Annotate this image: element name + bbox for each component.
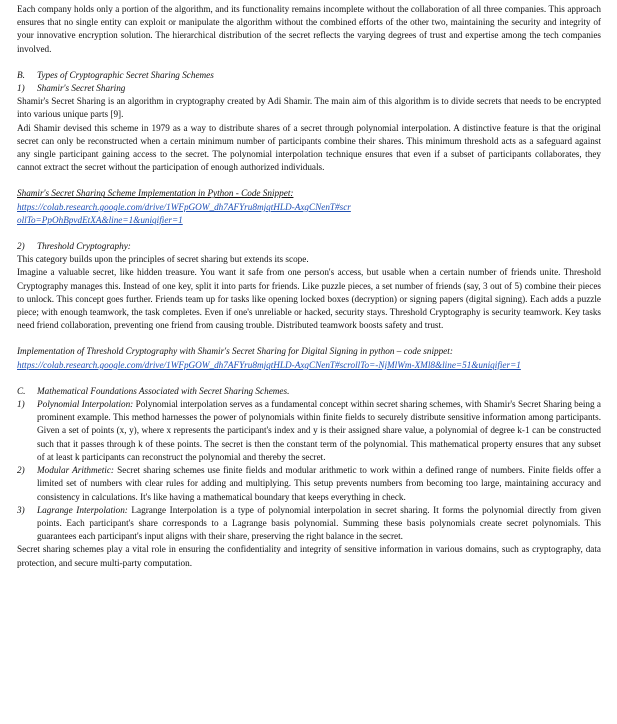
threshold-snippet-link[interactable]: https://colab.research.google.com/drive/1WFpGOW_dh7AFYru8mjqtHLD-AxgCNenT#scrollTo=-NjMlWm-XMl8&line=51&uniqifier=1 [17, 359, 521, 370]
list-text: Polynomial interpolation serves as a fundamental concept within secret sharing schemes, with Shamir's Secret Sharing being a prominent example. This method harnesses the power of polynomials within finite fields to securely distribute sensitive information among participants. Given a set of points (x, y), where x represents the participant's index and y is their assigned share value, a polynomial of degree k-1 can be constructed such that it passes through k of these points. The secret is then the constant term of the polynomial. This mathematical property ensures that any subset of at least k participants can reconstruct the polynomial and thereby the secret. [37, 399, 601, 462]
section-c-marker: C. [17, 385, 26, 396]
shamir-snippet-link[interactable]: https://colab.research.google.com/drive/1WFpGOW_dh7AFYru8mjqtHLD-AxgCNenT#scrollTo=PpOhBpvdEtXA&line=1&uniqifier=1 [17, 201, 351, 225]
section-c-title: Mathematical Foundations Associated with Secret Sharing Schemes. [37, 385, 290, 396]
closing-paragraph: Secret sharing schemes play a vital role in ensuring the confidentiality and integrity of sensitive information in various domains, such as cryptography, data protection, and secure multi-party computation. [17, 544, 601, 568]
section-b-title: Types of Cryptographic Secret Sharing Schemes [37, 69, 214, 80]
list-item [17, 504, 601, 544]
list-marker: 2) [17, 465, 25, 476]
shamir-paragraph-1: Shamir's Secret Sharing is an algorithm in cryptography created by Adi Shamir. The main aim of this algorithm is to divide secrets that needs to be encrypted into various unique parts [9]. [17, 96, 601, 120]
list-text: Secret sharing schemes use finite fields and modular arithmetic to work within a defined range of numbers. Finite fields offer a limited set of numbers with clear rules for adding and multiplying. This setup prevents numbers from becoming too large, maintaining accuracy and consistency in calculations. It's like having a mathematical boundary that keeps everything in check. [37, 465, 601, 502]
threshold-snippet-label: Implementation of Threshold Cryptography with Shamir's Secret Sharing for Digital Signing in python – code snippet: [17, 346, 453, 357]
list-item [17, 464, 601, 504]
list-term: Modular Arithmetic: [37, 465, 114, 476]
list-item [17, 398, 601, 464]
section-b-heading [17, 69, 601, 82]
threshold-paragraph-2: Imagine a valuable secret, like hidden treasure. You want it safe from one person's access, but usable when a certain number of friends unite. Threshold Cryptography manages this. Instead of one key, split it into parts for friends. Like puzzle pieces, a set number of friends (say, 3 out of 5) combine their pieces to unlock. This concept goes further. Friends team up for tasks like opening locked boxes (decryption) or signing papers (digital signing). Each adds a puzzle piece; with enough teamwork, the task completes. Even if one's unreliable or hacked, security stays. Threshold Cryptography is security teamwork. Key tasks need friend collaboration, preventing one friend from causing trouble. Distributed teamwork boosts safety and trust. [17, 267, 601, 331]
list-marker: 1) [17, 399, 25, 410]
shamir-title: Shamir's Secret Sharing [37, 83, 126, 94]
list-term: Lagrange Interpolation: [37, 504, 128, 515]
threshold-paragraph-1: This category builds upon the principles of secret sharing but extends its scope. [17, 254, 309, 265]
threshold-heading [17, 240, 601, 253]
shamir-snippet-label: Shamir's Secret Sharing Scheme Implementation in Python - Code Snippet: [17, 188, 294, 199]
shamir-paragraph-2: Adi Shamir devised this scheme in 1979 as a way to distribute shares of a secret through polynomial interpolation. A distinctive feature is that the original secret can only be reconstructed when a certain minimum number of participants combine their shares. This minimum threshold acts as a safeguard against any single participant gaining access to the secret. The polynomial interpolation technique ensures that even if a subset of participants collaborates, they cannot extract the secret without the participation of enough authorized individuals. [17, 122, 601, 173]
section-b-marker: B. [17, 69, 25, 80]
shamir-heading [17, 82, 601, 95]
intro-paragraph: Each company holds only a portion of the algorithm, and its functionality remains incomplete without the collaboration of all three companies. This approach ensures that no single entity can exploit or manipulate the algorithm without the combined efforts of the other two, maintaining the security and integrity of your innovative encryption solution. The hierarchical distribution of the secret reflects the varying degrees of trust and expertise among the tech companies involved. [17, 4, 601, 54]
list-text: Lagrange Interpolation is a type of polynomial interpolation in secret sharing. It forms the polynomial directly from given points. Each participant's share corresponds to a Lagrange basis polynomial. Summing these basis polynomials create secret polynomials. This guarantees each participant's input aligns with their share, preserving the right balance in the secret. [37, 504, 601, 542]
section-c-heading [17, 385, 601, 398]
threshold-marker: 2) [17, 241, 25, 252]
list-marker: 3) [17, 504, 25, 515]
threshold-title: Threshold Cryptography: [37, 241, 131, 252]
list-term: Polynomial Interpolation: [37, 399, 134, 410]
shamir-marker: 1) [17, 83, 25, 94]
